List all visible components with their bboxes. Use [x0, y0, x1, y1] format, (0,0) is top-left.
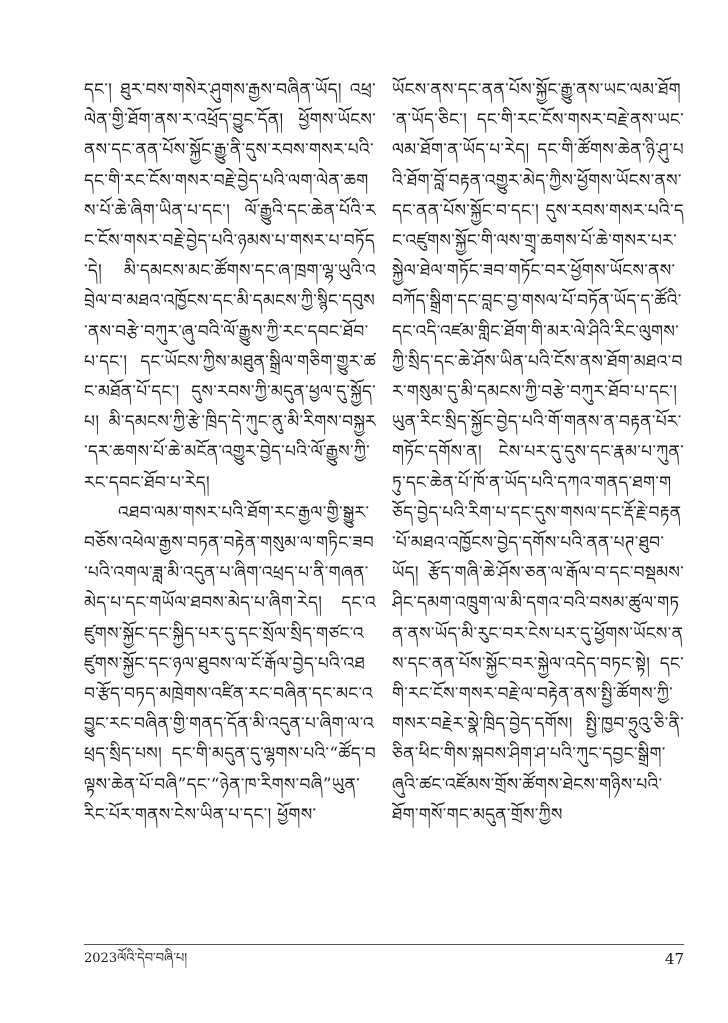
left-column — [84, 75, 376, 955]
footer-issue-label: 2023ལོའི་དེབ་བཞི་པ། — [84, 951, 188, 966]
right-column — [392, 75, 684, 955]
left-paragraph-1: དང་། ཐུར་བས་གསེར་ཤུགས་རྒྱས་བཞིན་ཡོད། འཕྲ་ལེན་གྱི་ཐོག་ནས་ར་འཕྲོད་བྱུང་དོན། ཕྱོགས་ཡོངས་ནས་དང་ནན་པོས་སྐྱོང་རྒྱུ་ནི་དུས་རབས་གསར་པའི་དང་གི་རང་ངོས་གསར་བརྗེ་བྱེད་པའི་ལག་ལེན་ཆགས་པོ་ཆེ་ཞིག་ཡིན་པ་དང་། ལོ་རྒྱུའི་དང་ཆེན་པོའི་རང་ངོས་གསར་བརྗེ་བྱེད་པའི་ཉམས་པ་གསར་པ་བཏོད་དེ། མི་དམངས་མང་ཚོགས་དང་ཞ་ཁྲག་ལྷ་ཡུའི་འབྲེལ་བ་མཐའ་འཁྱོངས་དང་མི་དམངས་ཀྱི་སྙིང་དབུས་ནས་བརྩེ་བཀུར་ཞུ་བའི་ལོ་རྒྱུས་ཀྱི་རང་དབང་ཐོབ་པ་དང་། དང་ཡོངས་ཀྱིས་མཐུན་སྒྲིལ་གཅིག་གྱུར་ཚང་མཐོན་པོ་དང་། དུས་རབས་ཀྱི་མདུན་ཕྱལ་དུ་སྐྱོད་པ། མི་དམངས་ཀྱི་རྩེ་ཁྲིད་དེ་ཀུང་ནུ་མི་རིགས་བསྐྱར་དར་ཆགས་པོ་ཆེ་མངོན་འགྱུར་བྱེད་པའི་ལོ་རྒྱུས་ཀྱི་རང་དབང་ཐོབ་པ་རེད། — [84, 80, 376, 493]
footer-rule — [84, 944, 684, 945]
right-paragraph-1: ཡོངས་ནས་དང་ནན་པོས་སྐྱོང་རྒྱུ་ནས་ཡང་ལམ་ཐོག་ན་ཡོད་ཅིང་། དང་གི་རང་ངོས་གསར་བརྗེ་ནས་ཡང་ལམ་ཐོག་ན་ཡོད་པ་རེད། དང་གི་ཚོགས་ཆེན་ཉི་ཤུ་པའི་ཐོག་བློ་བརྟན་འགྱུར་མེད་ཀྱིས་ཕྱོགས་ཡོངས་ནས་དང་ནན་པོས་སྐྱོང་བ་དང་། དུས་རབས་གསར་པའི་དང་འཛུགས་སྐྱོང་གི་ལས་གྲྭ་ཆགས་པོ་ཆེ་གསར་པར་སྐྱེལ་ཐེལ་གཏོང་ཟབ་གཏོང་བར་ཕྱོགས་ཡོངས་ནས་བཀོད་སྒྲིག་དང་བླང་བྱ་གསལ་པོ་བཏོན་ཡོད་ད་ཚོའི་དང་འདི་འཛམ་གླིང་ཐོག་གི་མར་ལེ་ཤིའི་རིང་ལུགས་ཀྱི་སྲིད་དང་ཆེ་ཤོས་ཡིན་པའི་ངོས་ནས་ཐོག་མཐའ་བར་གསུམ་དུ་མི་དམངས་ཀྱི་བརྩེ་བཀུར་ཐོབ་པ་དང་། ཡུན་རིང་སྲིད་སྐྱོང་བྱེད་པའི་གོ་གནས་ན་བརྟན་པོར་གཏོང་དགོས་ན། ངེས་པར་དུ་དུས་དང་རྣམ་པ་ཀུན་ཏུ་དང་ཆེན་པོ་ཁོ་ན་ཡོད་པའི་དཀའ་གནད་ཐག་གཅོད་བྱེད་པའི་རིག་པ་དང་དུས་གསལ་དང་རྡོ་རྗེ་བརྟན་པོ་མཐའ་འཁྱོངས་བྱེད་དགོས་པའི་ནན་པཊ་ཐུབ་ཡོད། རྩོད་གཞི་ཆེ་ཤོས་ཅན་ལ་རྒོལ་བ་དང་བསྡམས་ཤིང་དམག་འཁྲུག་ལ་མི་དགའ་བའི་བསམ་ཚུལ་གཏན་ནས་ཡོད་མི་རུང་བར་ངེས་པར་དུ་ཕྱོགས་ཡོངས་ནས་དང་ནན་པོས་སྐྱོང་བར་སྐྱེལ་འདེད་བཏང་སྟེ། དང་གི་རང་ངོས་གསར་བརྗེ་ལ་བརྟེན་ནས་སྤྱི་ཚོགས་ཀྱི་གསར་བརྗེར་སྣེ་ཁྲིད་བྱེད་དགོས། སྤྱི་ཁྱབ་ཧྲུའུ་ཅི་ནི་ཅིན་ཕིང་གིས་སྐབས་ཤིག་ཤ་པའི་ཀུང་དབྱང་སྒྲིག་ཞུའི་ཚང་འཛོམས་གྲོས་ཚོགས་ཐེངས་གཉིས་པའི་ཐོག་གསོ་གང་མདུན་གྲོས་ཀྱིས — [392, 80, 684, 825]
page-number: 47 — [664, 950, 684, 968]
left-paragraph-2: འཐབ་ལམ་གསར་པའི་ཐོག་རང་རྒྱལ་གྱི་སྒྱུར་བཅོས་འཕེལ་རྒྱས་བཏན་བརྟེན་གསུམ་ལ་གཏིང་ཟབ་པའི་འགལ་ཟླ་མི་འདུན་པ་ཞིག་འཕྲད་པ་ནི་གཞན་མེད་པ་དང་གཡོལ་ཐབས་མེད་པ་ཞིག་རེད། དང་འཛུགས་སྐྱོང་དང་སྐྱིད་པར་དུ་དང་སྲོལ་སྲིད་གཙང་འཛུགས་སྐྱོང་དང་ཉལ་ཐུབས་ལ་ངོ་རྒོལ་བྱེད་པའི་འཐབ་རྩོད་བཏད་མཁྲེགས་འཛིན་རང་བཞིན་དང་མང་འབྱུང་རང་བཞིན་གྱི་གནད་དོན་མི་འདུན་པ་ཞིག་ལ་འཕྲད་སྲིད་པས། དང་གི་མདུན་དུ་ལྷགས་པའི་“ཚོད་བལྟས་ཆེན་པོ་བཞི”དང་“ཉེན་ཁ་རིགས་བཞི”ཡུན་རིང་པོར་གནས་ངེས་ཡིན་པ་དང་། ཕྱོགས་ — [84, 502, 376, 825]
